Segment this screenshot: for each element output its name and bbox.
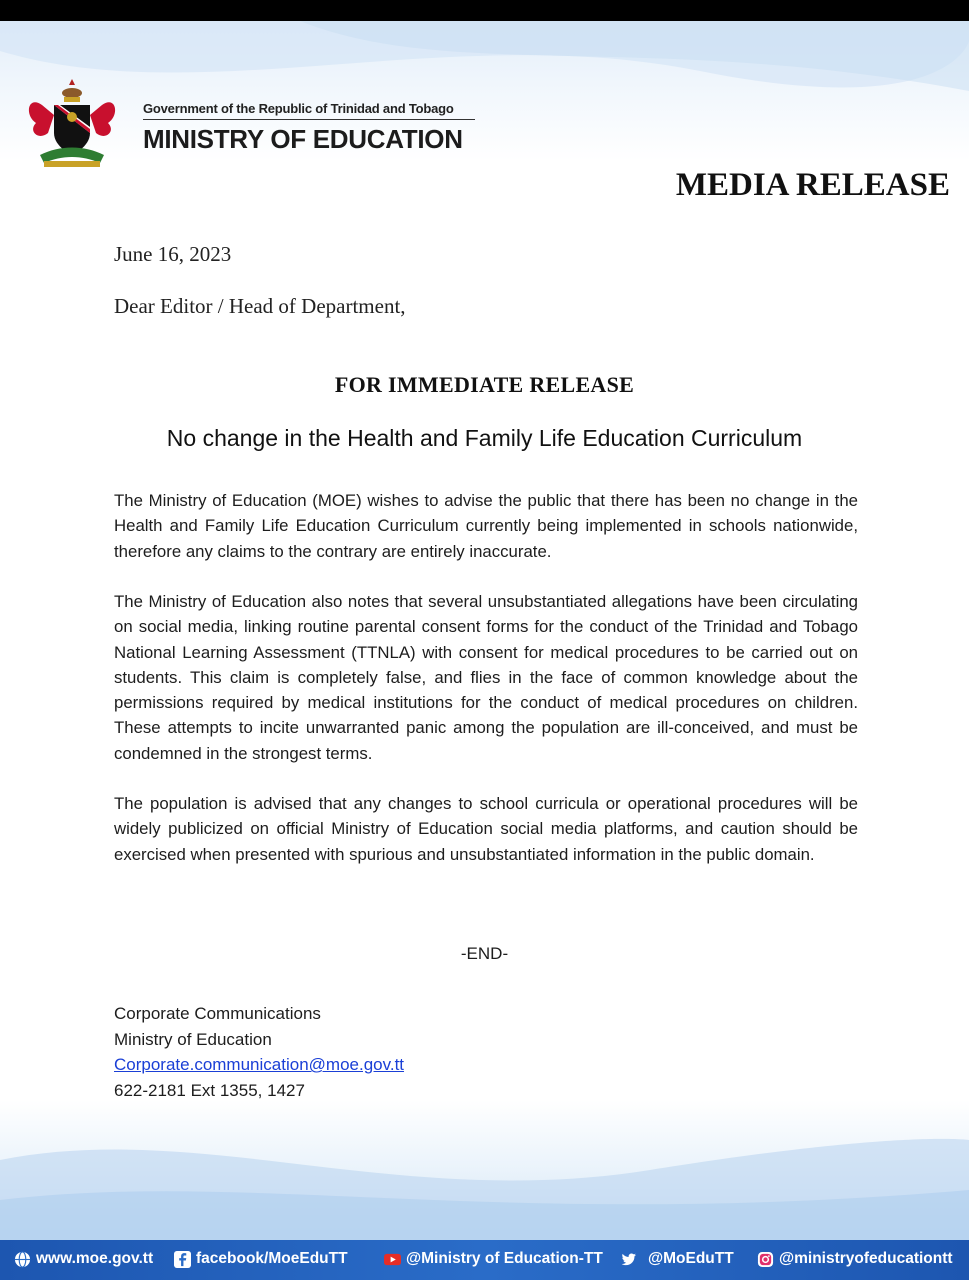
paragraph-2: The Ministry of Education also notes that several unsubstantiated allegations have been circulating on social media, linking routine parental consent forms for the conduct of the Trinidad and Tobago National Learning Assessment (TTNLA) with consent for medical procedures to be carried out on students. This claim is completely false, and flies in the face of common knowledge about the permissions required by medical institutions for the conduct of medical procedures on children. These attempts to incite unwarranted panic among the population are ill-conceived, and must be condemned in the strongest terms. bbox=[114, 592, 858, 763]
footer-instagram[interactable] bbox=[757, 1250, 953, 1268]
end-marker: -END- bbox=[460, 944, 509, 963]
release-date: June 16, 2023 bbox=[114, 242, 232, 266]
signature-department: Corporate Communications bbox=[114, 1004, 321, 1023]
youtube-label: @Ministry of Education-TT bbox=[406, 1250, 603, 1267]
footer-background bbox=[0, 1100, 969, 1240]
government-line: Government of the Republic of Trinidad and Tobago bbox=[143, 101, 454, 116]
youtube-icon bbox=[384, 1251, 401, 1268]
ministry-title: MINISTRY OF EDUCATION bbox=[143, 124, 463, 154]
coat-of-arms-icon bbox=[20, 75, 124, 175]
instagram-icon bbox=[757, 1251, 774, 1268]
footer-website[interactable] bbox=[14, 1250, 153, 1268]
salutation: Dear Editor / Head of Department, bbox=[114, 294, 406, 318]
footer-facebook[interactable] bbox=[174, 1250, 348, 1268]
paragraph-1: The Ministry of Education (MOE) wishes to advise the public that there has been no change in the Health and Family Life Education Curriculum currently being implemented in schools nationwide, therefore any claims to the contrary are entirely inaccurate. bbox=[114, 491, 858, 561]
signature-organization: Ministry of Education bbox=[114, 1029, 272, 1049]
signature-block bbox=[114, 1001, 404, 1103]
top-bar bbox=[0, 0, 969, 21]
globe-icon bbox=[14, 1251, 31, 1268]
document-type-title: MEDIA RELEASE bbox=[675, 167, 950, 203]
website-label: www.moe.gov.tt bbox=[36, 1250, 154, 1267]
paragraph-3: The population is advised that any changes to school curricula or operational procedures will be widely publicized on official Ministry of Education social media platforms, and caution should be exercised when presented with spurious and unsubstantiated information in the public domain. bbox=[114, 794, 858, 864]
twitter-icon bbox=[620, 1251, 637, 1268]
facebook-icon bbox=[174, 1251, 191, 1268]
footer-bar bbox=[0, 1240, 969, 1280]
footer-youtube[interactable] bbox=[384, 1250, 603, 1268]
facebook-label: facebook/MoeEduTT bbox=[196, 1250, 348, 1267]
twitter-label: @MoEduTT bbox=[648, 1250, 734, 1267]
instagram-label: @ministryofeducationtt bbox=[779, 1250, 953, 1267]
headline: No change in the Health and Family Life Education Curriculum bbox=[166, 425, 803, 451]
header-divider bbox=[143, 119, 475, 120]
footer-twitter[interactable] bbox=[620, 1250, 734, 1268]
signature-phone: 622-2181 Ext 1355, 1427 bbox=[114, 1080, 305, 1100]
release-label: FOR IMMEDIATE RELEASE bbox=[334, 372, 635, 397]
email-link[interactable]: Corporate.communication@moe.gov.tt bbox=[114, 1055, 405, 1074]
